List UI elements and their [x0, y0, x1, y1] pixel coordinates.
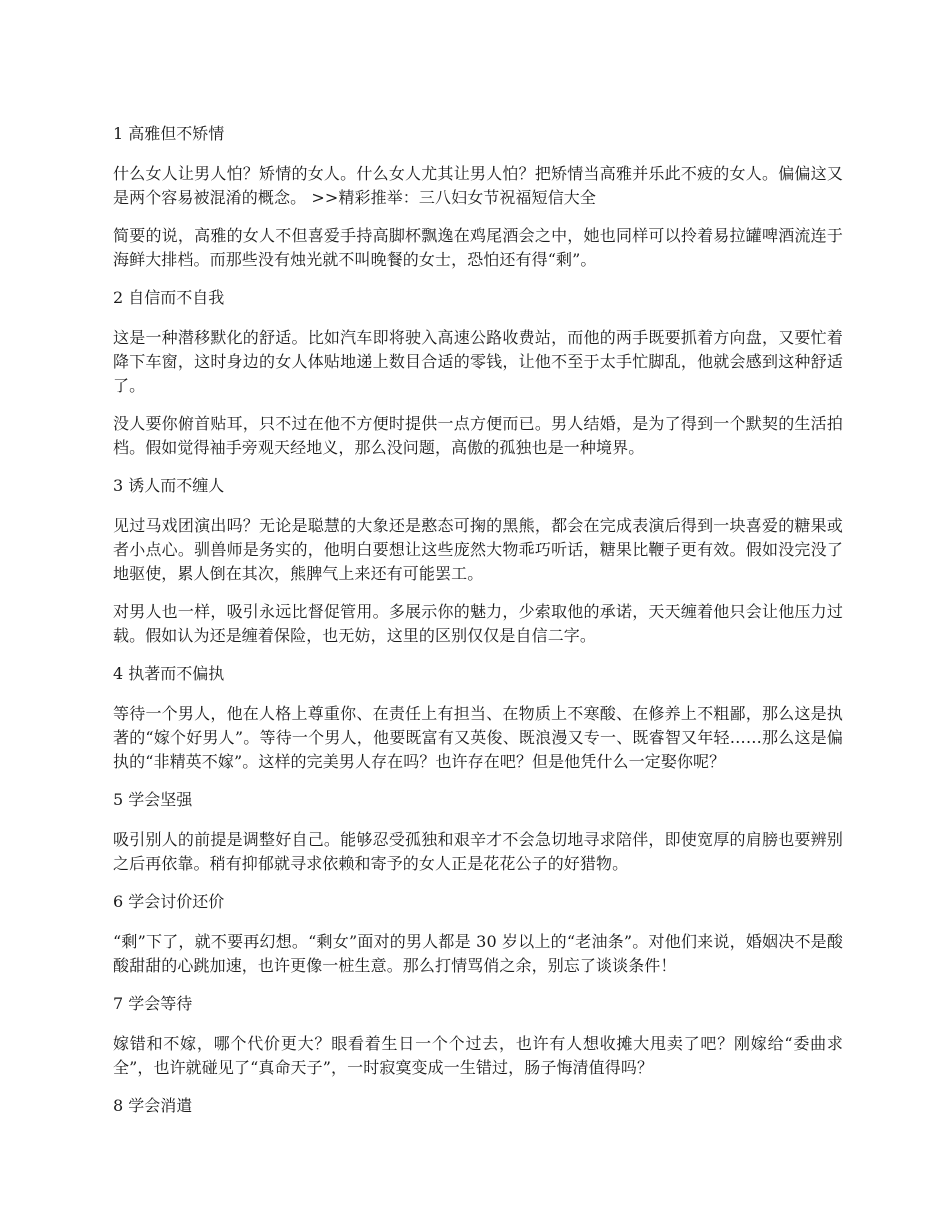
section-6 — [113, 890, 843, 978]
section-2 — [113, 286, 843, 460]
section-heading: 3 诱人而不缠人 — [113, 476, 225, 495]
paragraph: 没人要你俯首贴耳，只不过在他不方便时提供一点方便而已。男人结婚，是为了得到一个默契的生活拍档。假如觉得袖手旁观天经地义，那么没问题，高傲的孤独也是一种境界。 — [113, 414, 843, 457]
section-7 — [113, 992, 843, 1080]
section-heading: 8 学会消遣 — [113, 1096, 193, 1115]
section-4 — [113, 662, 843, 774]
paragraph: 等待一个男人，他在人格上尊重你、在责任上有担当、在物质上不寒酸、在修养上不粗鄙，那么这是执著的“嫁个好男人”。等待一个男人，他要既富有又英俊、既浪漫又专一、既睿智又年轻……那么这是偏执的“非精英不嫁”。这样的完美男人存在吗？也许存在吧？但是他凭什么一定娶你呢？ — [113, 704, 843, 771]
paragraph: 吸引别人的前提是调整好自己。能够忍受孤独和艰辛才不会急切地寻求陪伴，即使宽厚的肩膀也要辨别之后再依靠。稍有抑郁就寻求依赖和寄予的女人正是花花公子的好猎物。 — [113, 830, 843, 873]
paragraph: 对男人也一样，吸引永远比督促管用。多展示你的魅力，少索取他的承诺，天天缠着他只会让他压力过载。假如认为还是缠着保险，也无妨，这里的区别仅仅是自信二字。 — [113, 602, 843, 645]
paragraph: 简要的说，高雅的女人不但喜爱手持高脚杯飘逸在鸡尾酒会之中，她也同样可以拎着易拉罐啤酒流连于海鲜大排档。而那些没有烛光就不叫晚餐的女士，恐怕还有得“剩”。 — [113, 226, 843, 269]
section-8 — [113, 1094, 843, 1118]
paragraph: 见过马戏团演出吗？无论是聪慧的大象还是憨态可掬的黑熊，都会在完成表演后得到一块喜爱的糖果或者小点心。驯兽师是务实的，他明白要想让这些庞然大物乖巧听话，糖果比鞭子更有效。假如没完没了地驱使，累人倒在其次，熊脾气上来还有可能罢工。 — [113, 516, 843, 583]
section-heading: 5 学会坚强 — [113, 790, 193, 809]
paragraph: “剩”下了，就不要再幻想。“剩女”面对的男人都是 30 岁以上的“老油条”。对他们来说，婚姻决不是酸酸甜甜的心跳加速，也许更像一桩生意。那么打情骂俏之余，别忘了谈谈条件！ — [113, 932, 843, 975]
section-1 — [113, 122, 843, 272]
section-5 — [113, 788, 843, 876]
section-3 — [113, 474, 843, 648]
section-heading: 7 学会等待 — [113, 994, 193, 1013]
paragraph: 这是一种潜移默化的舒适。比如汽车即将驶入高速公路收费站，而他的两手既要抓着方向盘，又要忙着降下车窗，这时身边的女人体贴地递上数目合适的零钱，让他不至于太手忙脚乱，他就会感到这种舒适了。 — [113, 328, 843, 395]
paragraph: 嫁错和不嫁，哪个代价更大？眼看着生日一个个过去，也许有人想收摊大甩卖了吧？刚嫁给“委曲求全”，也许就碰见了“真命天子”，一时寂寞变成一生错过，肠子悔清值得吗？ — [113, 1034, 843, 1077]
section-heading: 1 高雅但不矫情 — [113, 124, 225, 143]
section-heading: 6 学会讨价还价 — [113, 892, 225, 911]
section-heading: 2 自信而不自我 — [113, 288, 225, 307]
document-body — [113, 122, 843, 1134]
paragraph: 什么女人让男人怕？矫情的女人。什么女人尤其让男人怕？把矫情当高雅并乐此不疲的女人。偏偏这又是两个容易被混淆的概念。 >>精彩推举：三八妇女节祝福短信大全 — [113, 164, 843, 207]
section-heading: 4 执著而不偏执 — [113, 664, 225, 683]
